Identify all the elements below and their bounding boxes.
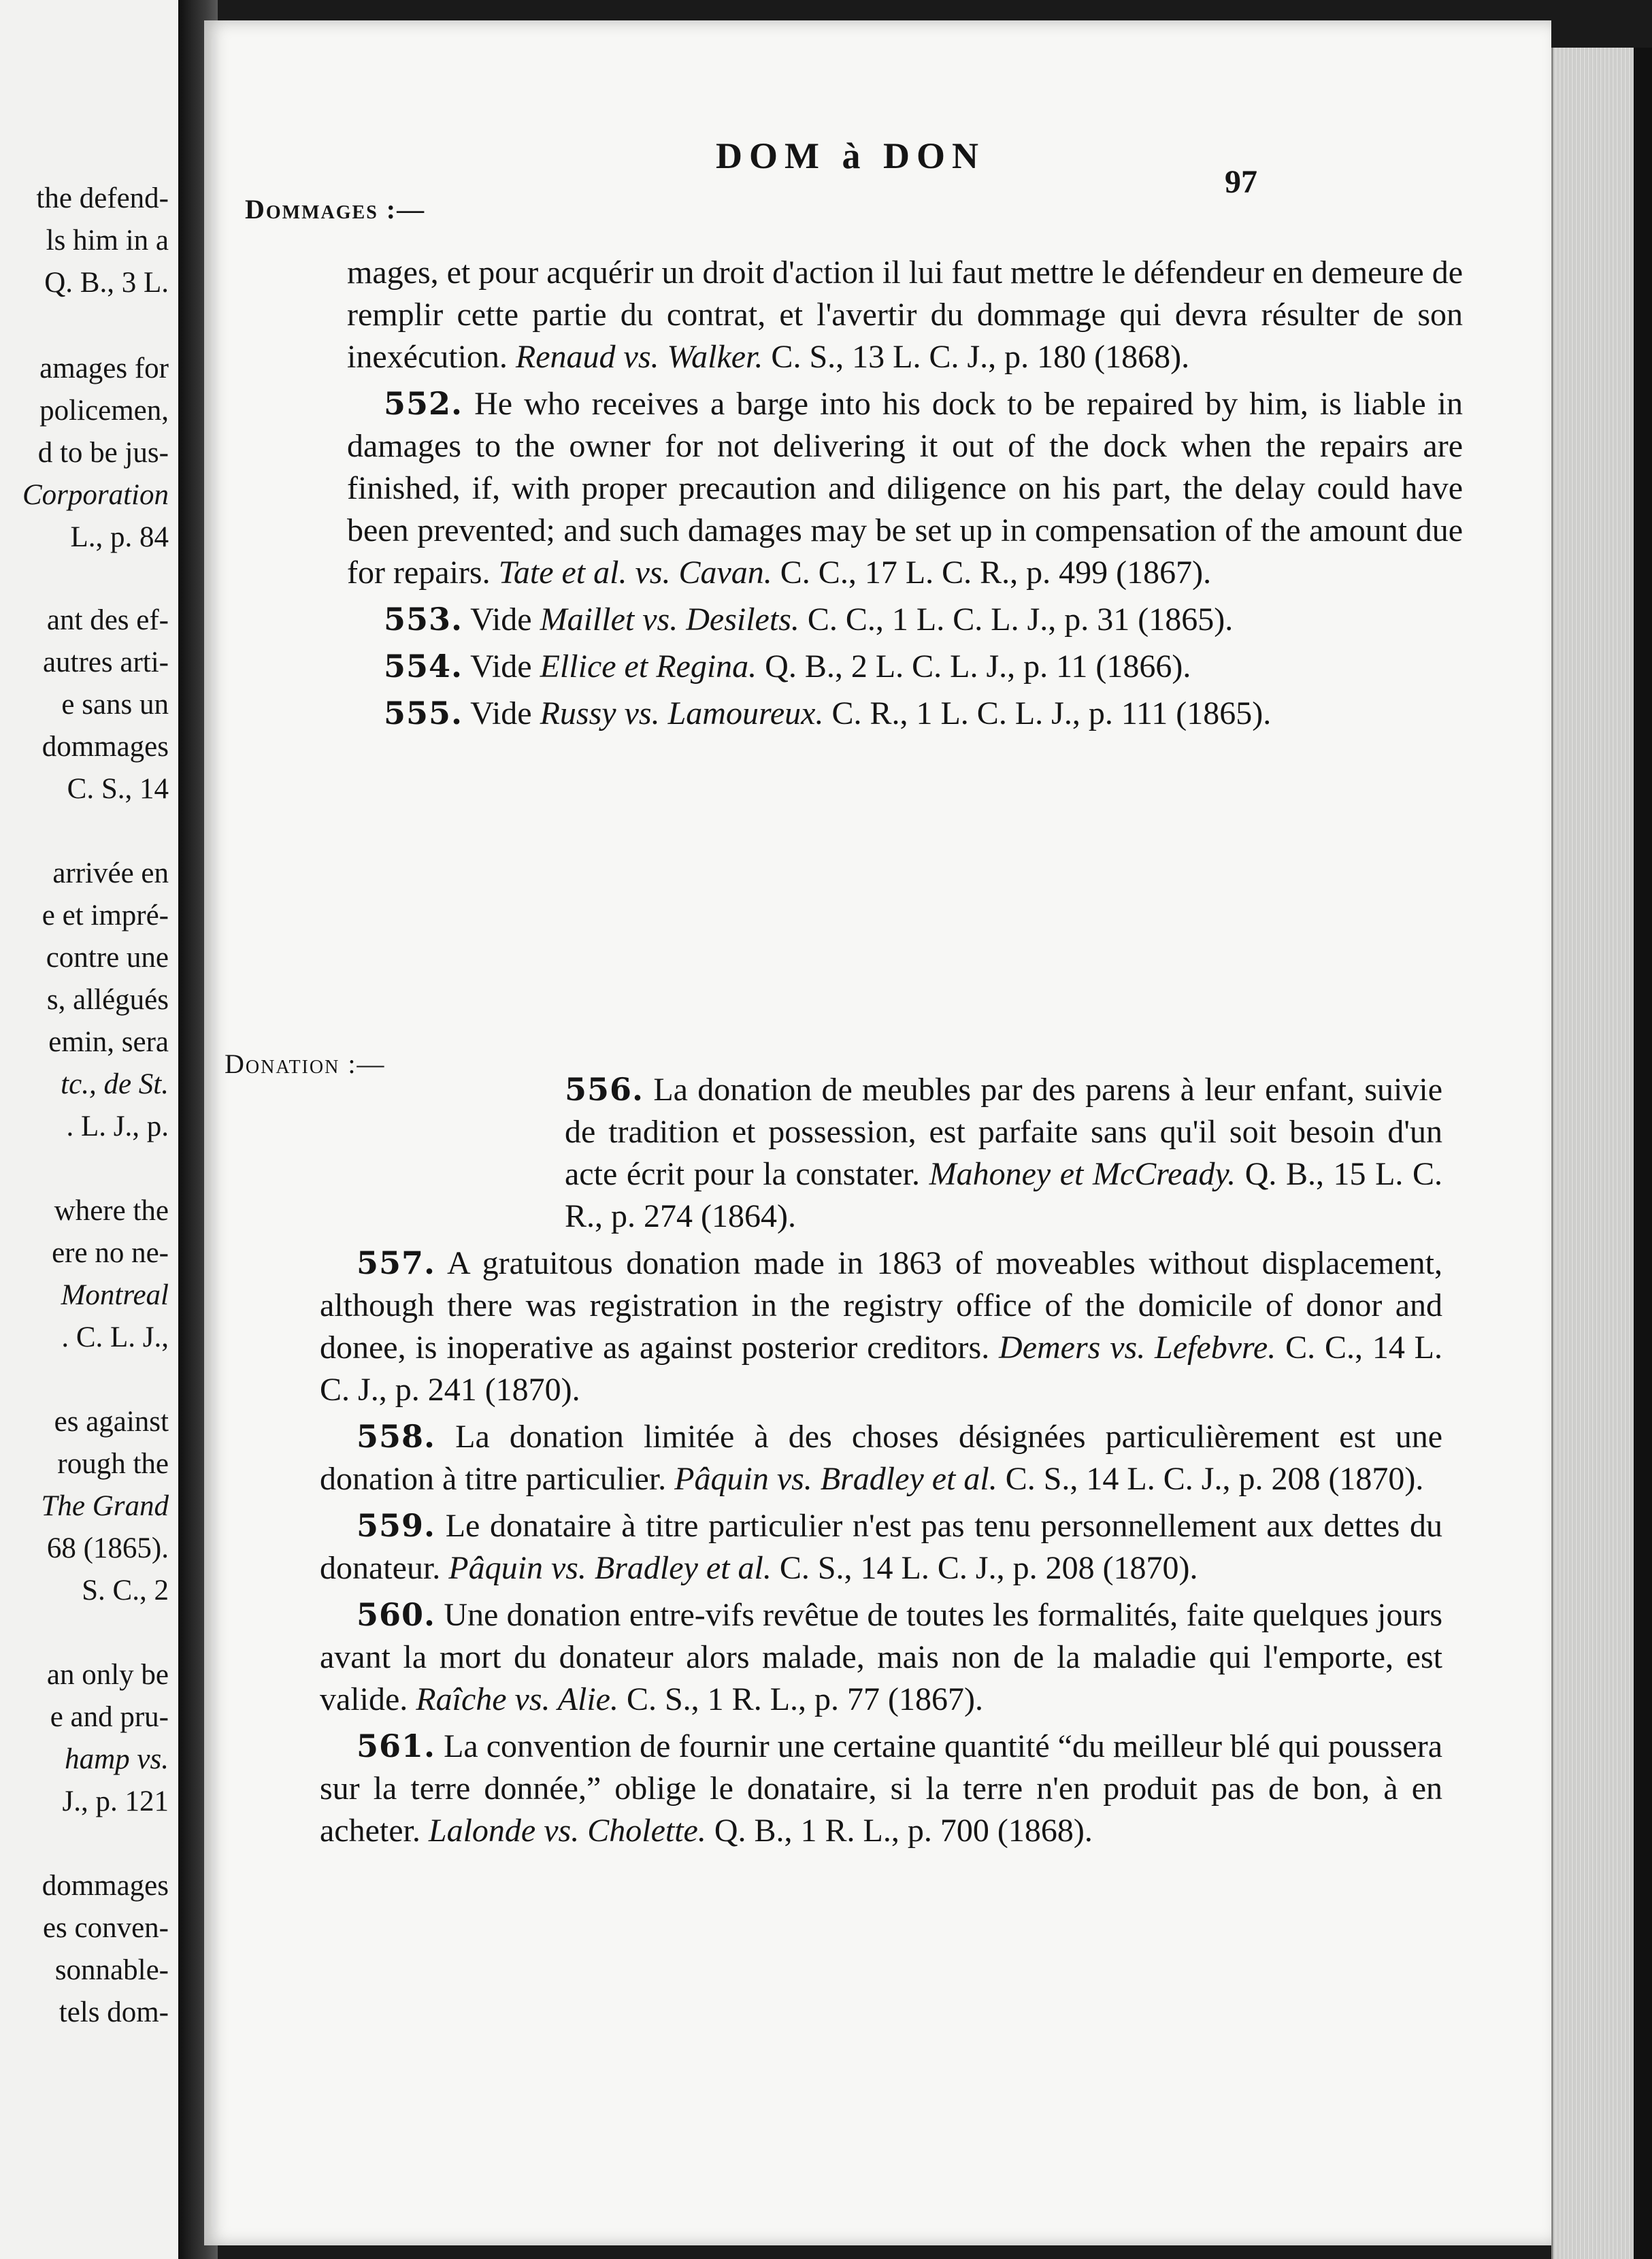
left-page-line: Q. B., 3 L. [44, 267, 169, 299]
entry-cont [347, 252, 1463, 378]
case-name: Pâquin vs. Bradley et al. [674, 1461, 997, 1497]
entry-text: Le donataire à titre particulier n'est pas tenu personnellement aux dettes du donateur. [320, 1508, 1442, 1586]
entries-dommages [347, 252, 1463, 739]
citation: C. R., 1 L. C. L. J., p. 111 (1865). [823, 695, 1272, 731]
entry-number: 556. [565, 1071, 644, 1108]
entry-553 [347, 598, 1463, 641]
left-page-line: . L. J., p. [66, 1110, 169, 1142]
citation: Q. B., 1 R. L., p. 700 (1868). [706, 1813, 1093, 1849]
left-page-line: autres arti- [42, 646, 169, 678]
left-page-line: S. C., 2 [82, 1574, 169, 1606]
case-name: Demers vs. Lefebvre. [999, 1330, 1276, 1366]
left-page-line: arrivée en [52, 857, 169, 889]
left-page-line: tels dom- [59, 1996, 169, 2028]
left-page-line: . C. L. J., [61, 1321, 169, 1353]
entry-556 [320, 1068, 1442, 1238]
left-page-line: 68 (1865). [46, 1532, 169, 1564]
entry-555 [347, 692, 1463, 735]
entry-text: Une donation entre-vifs revêtue de toutes les formalités, faite quelques jours avant la mort du donateur alors malade, mais non de la maladie qui l'emporte, est valide. [320, 1597, 1442, 1717]
case-name: Renaud vs. Walker. [515, 339, 763, 375]
case-name: Tate et al. vs. Cavan. [498, 555, 772, 591]
entry-number: 561. [357, 1728, 436, 1764]
entry-559 [320, 1504, 1442, 1589]
entry-558 [320, 1415, 1442, 1500]
case-name: Ellice et Regina. [540, 648, 757, 685]
entry-557 [320, 1242, 1442, 1411]
left-page-line: contre une [46, 942, 169, 974]
left-page-line: d to be jus- [37, 437, 169, 469]
entry-number: 555. [384, 695, 463, 731]
left-page-line: Corporation [22, 479, 169, 511]
section-heading-dommages: Dommages :— [245, 194, 426, 225]
entry-text: A gratuitous donation made in 1863 of moveables without displacement, although there was registration in the registry office of the domicile of donor and donee, is inoperative as against posterior creditors. [320, 1245, 1442, 1366]
left-page-line: J., p. 121 [62, 1785, 169, 1817]
entry-number: 559. [357, 1507, 436, 1544]
case-name: Maillet vs. Desilets. [540, 601, 799, 638]
left-page-line: sonnable- [54, 1954, 169, 1986]
case-name: Mahoney et McCready. [929, 1156, 1236, 1192]
left-page-line: e sans un [61, 689, 169, 721]
left-page-line: hamp vs. [65, 1743, 169, 1775]
left-page-line: dommages [42, 731, 169, 763]
left-page-line: the defend- [36, 182, 169, 214]
entry-text: La donation limitée à des choses désignées particulièrement est une donation à titre particulier. [320, 1419, 1442, 1497]
entry-text: He who receives a barge into his dock to be repaired by him, is liable in damages to the owner for not delivering it out of the dock when the repairs are finished, if, with proper precaution and diligence on his part, the delay could have been prevented; and such damages may be set up in compensation of the amount due for repairs. [347, 386, 1463, 591]
left-page-line: Montreal [61, 1279, 169, 1311]
citation: C. S., 14 L. C. J., p. 208 (1870). [771, 1550, 1198, 1586]
left-page-line: rough the [57, 1448, 169, 1480]
left-page-line: es against [54, 1406, 169, 1438]
entry-number: 558. [357, 1418, 436, 1455]
entry-number: 553. [384, 601, 463, 638]
left-page-line: s, allégués [46, 984, 169, 1016]
left-page-line: tc., de St. [61, 1068, 169, 1100]
left-page-line: L., p. 84 [70, 521, 169, 553]
citation: Q. B., 2 L. C. L. J., p. 11 (1866). [757, 648, 1191, 685]
citation: C. C., 17 L. C. R., p. 499 (1867). [772, 555, 1212, 591]
entry-text: La donation de meubles par des parens à leur enfant, suivie de tradition et possession, est parfaite sans qu'il soit besoin d'un acte écrit pour la constater. [565, 1072, 1442, 1192]
running-header: DOM à DON [716, 135, 985, 176]
left-page-line: ls him in a [46, 225, 169, 257]
page-number: 97 [1225, 164, 1257, 200]
entry-number: 560. [357, 1596, 436, 1633]
citation: C. S., 1 R. L., p. 77 (1867). [618, 1681, 983, 1717]
section-heading-donation: Donation :— [225, 1049, 386, 1079]
entry-554 [347, 645, 1463, 688]
left-page-line: amages for [39, 352, 169, 384]
citation: C. C., 1 L. C. L. J., p. 31 (1865). [799, 601, 1234, 638]
case-name: Russy vs. Lamoureux. [540, 695, 824, 731]
case-name: Pâquin vs. Bradley et al. [448, 1550, 772, 1586]
left-page-line: e et impré- [42, 900, 169, 931]
left-page-line: where the [54, 1195, 169, 1227]
entry-number: 554. [384, 648, 463, 685]
left-page-line: ant des ef- [46, 604, 169, 636]
left-page-fragment [0, 0, 178, 2259]
entry-561 [320, 1725, 1442, 1852]
entry-number: 552. [384, 385, 463, 422]
entry-text: Vide [463, 695, 540, 731]
entry-text: Vide [463, 648, 540, 685]
entry-560 [320, 1594, 1442, 1721]
left-page-line: es conven- [42, 1912, 169, 1944]
entry-text: Vide [463, 601, 540, 638]
page-edges [1551, 48, 1652, 2259]
left-page-line: ere no ne- [52, 1237, 169, 1269]
citation: Q. B., 15 L. C. R., p. 274 (1864). [565, 1156, 1443, 1234]
left-page-line: e and pru- [50, 1701, 169, 1733]
case-name: Lalonde vs. Cholette. [428, 1813, 706, 1849]
entries-donation [320, 1068, 1442, 1856]
entry-text: La convention de fournir une certaine quantité “du meilleur blé qui poussera sur la terre donnée,” oblige le donataire, si la terre n'en produit pas de bon, à en acheter. [320, 1728, 1442, 1849]
left-page-line: policemen, [39, 395, 169, 427]
left-page-line: an only be [46, 1659, 169, 1691]
left-page-line: emin, sera [48, 1026, 169, 1058]
case-name: Raîche vs. Alie. [416, 1681, 618, 1717]
entry-552 [347, 382, 1463, 594]
entry-text: mages, et pour acquérir un droit d'action il lui faut mettre le défendeur en demeure de remplir cette partie du contrat, et l'avertir du dommage qui devra résulter de son inexécution. [347, 254, 1463, 375]
left-page-line: C. S., 14 [67, 773, 169, 805]
left-page-line: The Grand [41, 1490, 169, 1522]
citation: C. S., 14 L. C. J., p. 208 (1870). [997, 1461, 1424, 1497]
citation: C. C., 14 L. C. J., p. 241 (1870). [320, 1330, 1442, 1408]
right-page [204, 20, 1551, 2245]
entry-number: 557. [357, 1244, 436, 1281]
citation: C. S., 13 L. C. J., p. 180 (1868). [763, 339, 1190, 375]
left-page-line: dommages [42, 1870, 169, 1902]
